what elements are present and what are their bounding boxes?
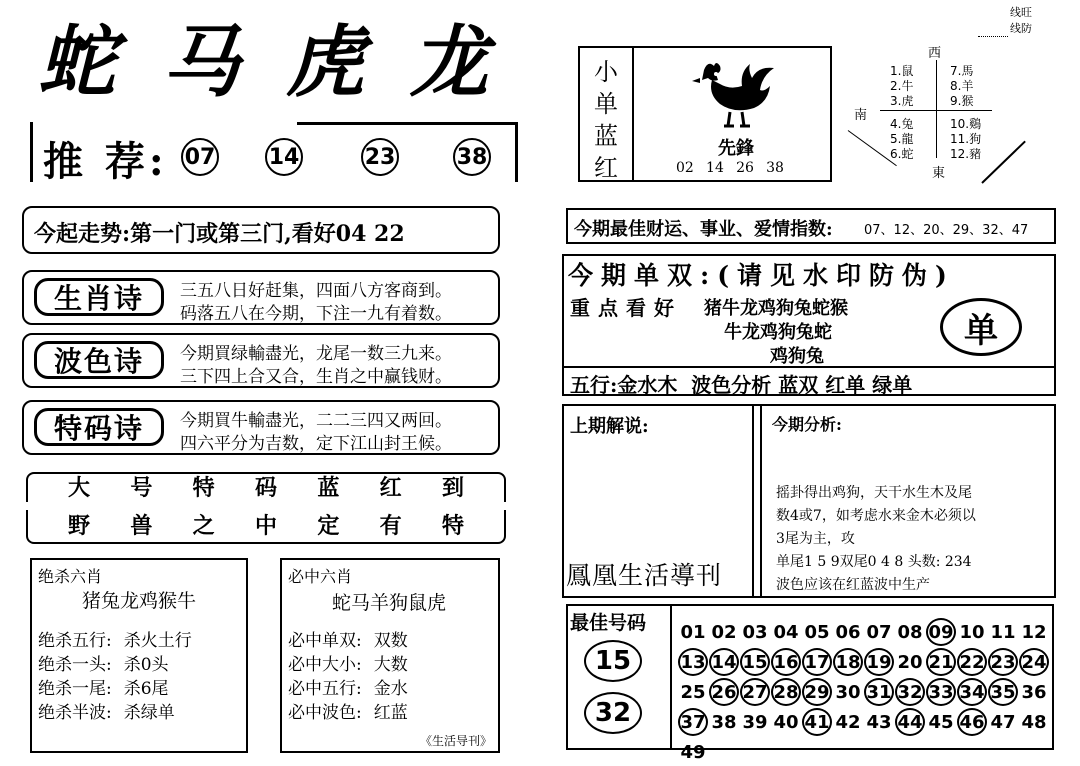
banner-char: 之 [192,513,215,539]
title-char: 蛇 [38,17,117,108]
circled-number: 16 [771,648,801,676]
poem-line: 三下四上合又合，生肖之中赢钱财。 [180,367,452,387]
must-row-value: 金水 [373,679,408,699]
must-row-label: 必中大小: [288,655,362,675]
poem-line: 今期買牛輸盡光，二二三四又两回。 [180,411,452,431]
poem-title: 特码诗 [34,408,164,446]
compass-left-col [890,64,913,162]
compass-item: 10.鷄 [950,117,982,131]
must-header: 必中六肖 [288,567,353,586]
focus-line: 牛龙鸡狗兔蛇 [724,322,832,343]
must-row [288,626,408,651]
best-pick: 32 [584,692,642,734]
circled-number: 09 [926,618,956,646]
circled-number: 27 [740,678,770,706]
grid-number: 20 [897,651,923,673]
banner-char: 码 [254,475,277,501]
this-period-label: 今期分析: [772,415,842,434]
rooster-number: 38 [766,160,784,176]
compass-east: 東 [932,166,946,181]
circled-number: 44 [895,708,925,736]
circled-number: 19 [864,648,894,676]
banner-top [26,472,506,502]
analysis-line: 单尾1 5 9双尾0 4 8 头数: 234 [776,554,972,570]
grid-number: 11 [990,621,1016,643]
kill-row [38,698,175,723]
rooster-numbers [676,160,784,176]
recommend-number: 07 [181,138,219,176]
banner-char: 特 [192,475,215,501]
banner-char: 定 [317,513,340,539]
recommend-label: 推 荐: [43,138,168,185]
analysis-line: 摇卦得出鸡狗，天干水生木及尾 [776,485,972,501]
grid-number: 12 [1021,621,1047,643]
compass-item: 1.鼠 [890,64,914,78]
brand-text: 鳳凰生活導刊 [566,561,723,590]
rooster-side-char: 小 [594,58,618,86]
focus-line: 鸡狗兔 [770,346,824,367]
kill-zodiacs: 猪兔龙鸡猴牛 [82,590,197,612]
circled-number: 26 [709,678,739,706]
rooster-number: 02 [676,160,694,176]
grid-number: 42 [835,711,861,733]
grid-number: 03 [742,621,768,643]
compass-item: 7.馬 [950,64,974,78]
recommend-bar [30,122,518,185]
must-panel [280,558,500,753]
circled-number: 34 [957,678,987,706]
grid-number: 36 [1021,681,1047,703]
rooster-side-char: 蓝 [594,122,618,150]
kill-row-value: 杀6尾 [123,679,169,699]
circled-number: 18 [833,648,863,676]
compass-item: 12.豬 [950,147,982,161]
banner-char: 有 [379,513,402,539]
kill-row-label: 绝杀五行: [38,631,112,651]
index-bar [566,208,1056,244]
poem-zodiac [22,270,500,325]
circled-number: 15 [740,648,770,676]
poem-line: 三五八日好赶集，四面八方客商到。 [180,281,452,301]
grid-number: 02 [711,621,737,643]
must-row-label: 必中单双: [288,631,362,651]
focus-label: 重点看好 [570,296,682,320]
must-row-label: 必中五行: [288,679,362,699]
compass-south: 南 [854,108,868,123]
trend-text: 今起走势:第一门或第三门,看好04 22 [34,221,405,247]
grid-number: 39 [742,711,768,733]
rooster-side-char: 红 [594,154,618,182]
grid-number: 48 [1021,711,1047,733]
poem-title: 生肖诗 [34,278,164,316]
compass-right-col [950,64,981,162]
title-char: 马 [161,17,240,108]
best-label: 最佳号码 [570,612,647,634]
kill-row-value: 杀绿单 [123,703,175,723]
grid-number: 43 [866,711,892,733]
recommend-number: 14 [265,138,303,176]
compass-item: 11.狗 [950,132,982,146]
kill-row-label: 绝杀一尾: [38,679,112,699]
analysis-panel [562,404,1056,598]
poem-line: 今期買绿輸盡光，龙尾一数三九来。 [180,344,452,364]
grid-number: 30 [835,681,861,703]
kill-row-value: 杀0头 [123,655,169,675]
analysis-line: 波色应该在红蓝波中生产 [776,577,930,593]
main-title [38,18,488,108]
circled-number: 17 [802,648,832,676]
circled-number: 21 [926,648,956,676]
number-grid [678,618,1050,766]
circled-number: 33 [926,678,956,706]
compass-panel [846,4,1076,184]
compass-item: 2.牛 [890,79,914,93]
must-row-value: 大数 [373,655,408,675]
best-pick: 15 [584,640,642,682]
must-row-value: 红蓝 [373,703,408,723]
index-label: 今期最佳财运、事业、爱情指数: [574,219,833,240]
rooster-icon [684,56,780,130]
banner-char: 大 [68,475,91,501]
kill-row [38,650,169,675]
recommend-number: 38 [453,138,491,176]
banner-char: 中 [254,513,277,539]
compass-item: 9.猴 [950,94,974,108]
grid-number: 01 [680,621,706,643]
banner-char: 特 [441,513,464,539]
circled-number: 29 [802,678,832,706]
circled-number: 22 [957,648,987,676]
poem-color [22,333,500,388]
compass-item: 6.蛇 [890,147,914,161]
grid-number: 04 [773,621,799,643]
compass-item: 8.羊 [950,79,974,93]
circled-number: 23 [988,648,1018,676]
banner-char: 蓝 [317,475,340,501]
kill-panel [30,558,248,753]
circled-number: 41 [802,708,832,736]
grid-number: 38 [711,711,737,733]
focus-line: 猪牛龙鸡狗兔蛇猴 [704,298,848,319]
must-zodiacs: 蛇马羊狗鼠虎 [332,592,447,614]
grid-number: 47 [990,711,1016,733]
grid-number: 40 [773,711,799,733]
analysis-line: 数4或7，如考虑水来金木必须以 [776,508,976,524]
title-char: 虎 [285,17,364,108]
banner-char: 红 [379,475,402,501]
banner-bottom [26,510,506,544]
circled-number: 37 [678,708,708,736]
odd-even-panel [562,254,1056,396]
grid-number: 07 [866,621,892,643]
compass-west: 西 [928,46,942,61]
banner-char: 号 [130,475,153,501]
rooster-number: 14 [706,160,724,176]
circled-number: 35 [988,678,1018,706]
poem-title: 波色诗 [34,341,164,379]
must-footer: 《生活导刊》 [419,734,492,748]
grid-number: 05 [804,621,830,643]
recommend-number: 23 [361,138,399,176]
poem-special [22,400,500,455]
compass-item: 5.龍 [890,132,914,146]
grid-number: 06 [835,621,861,643]
circled-number: 46 [957,708,987,736]
grid-number: 25 [680,681,706,703]
rooster-number: 26 [736,160,754,176]
compass-item: 3.虎 [890,94,914,108]
odd-even-heading: 今期单双:(请见水印防伪) [568,261,955,290]
poem-line: 码落五八在今期，下注一九有着数。 [180,304,452,324]
analysis-text [776,482,976,597]
odd-even-badge: 单 [940,298,1022,356]
compass-note: 线防 [1010,22,1032,35]
best-panel [566,604,1054,763]
must-row-label: 必中波色: [288,703,362,723]
circled-number: 24 [1019,648,1049,676]
analysis-line: 3尾为主，攻 [776,531,855,547]
must-row [288,698,408,723]
kill-row [38,674,169,699]
rooster-panel [578,46,832,182]
must-row [288,674,408,699]
grid-number: 10 [959,621,985,643]
last-period-label: 上期解说: [570,416,649,437]
compass-note: 线旺 [1010,6,1032,19]
kill-row [38,626,192,651]
banner-char: 兽 [130,513,153,539]
wuxing-line: 五行:金水木 波色分析 蓝双 红单 绿单 [570,373,913,397]
compass-item: 4.兔 [890,117,914,131]
grid-number: 08 [897,621,923,643]
circled-number: 13 [678,648,708,676]
circled-number: 32 [895,678,925,706]
circled-number: 31 [864,678,894,706]
rooster-caption: 先鋒 [718,138,754,159]
circled-number: 14 [709,648,739,676]
trend-box [22,206,500,254]
title-char: 龙 [409,17,488,108]
index-values: 07、12、20、29、32、47 [864,223,1029,238]
must-row-value: 双数 [373,631,408,651]
grid-number: 45 [928,711,954,733]
kill-row-label: 绝杀半波: [38,703,112,723]
rooster-side-char: 单 [594,90,618,118]
banner-char: 到 [441,475,464,501]
must-row [288,650,408,675]
kill-row-label: 绝杀一头: [38,655,112,675]
banner-char: 野 [68,513,91,539]
circled-number: 28 [771,678,801,706]
kill-header: 绝杀六肖 [38,567,103,586]
grid-number: 49 [680,741,706,763]
poem-line: 四六平分为吉数，定下江山封王候。 [180,434,452,454]
kill-row-value: 杀火土行 [123,631,192,651]
